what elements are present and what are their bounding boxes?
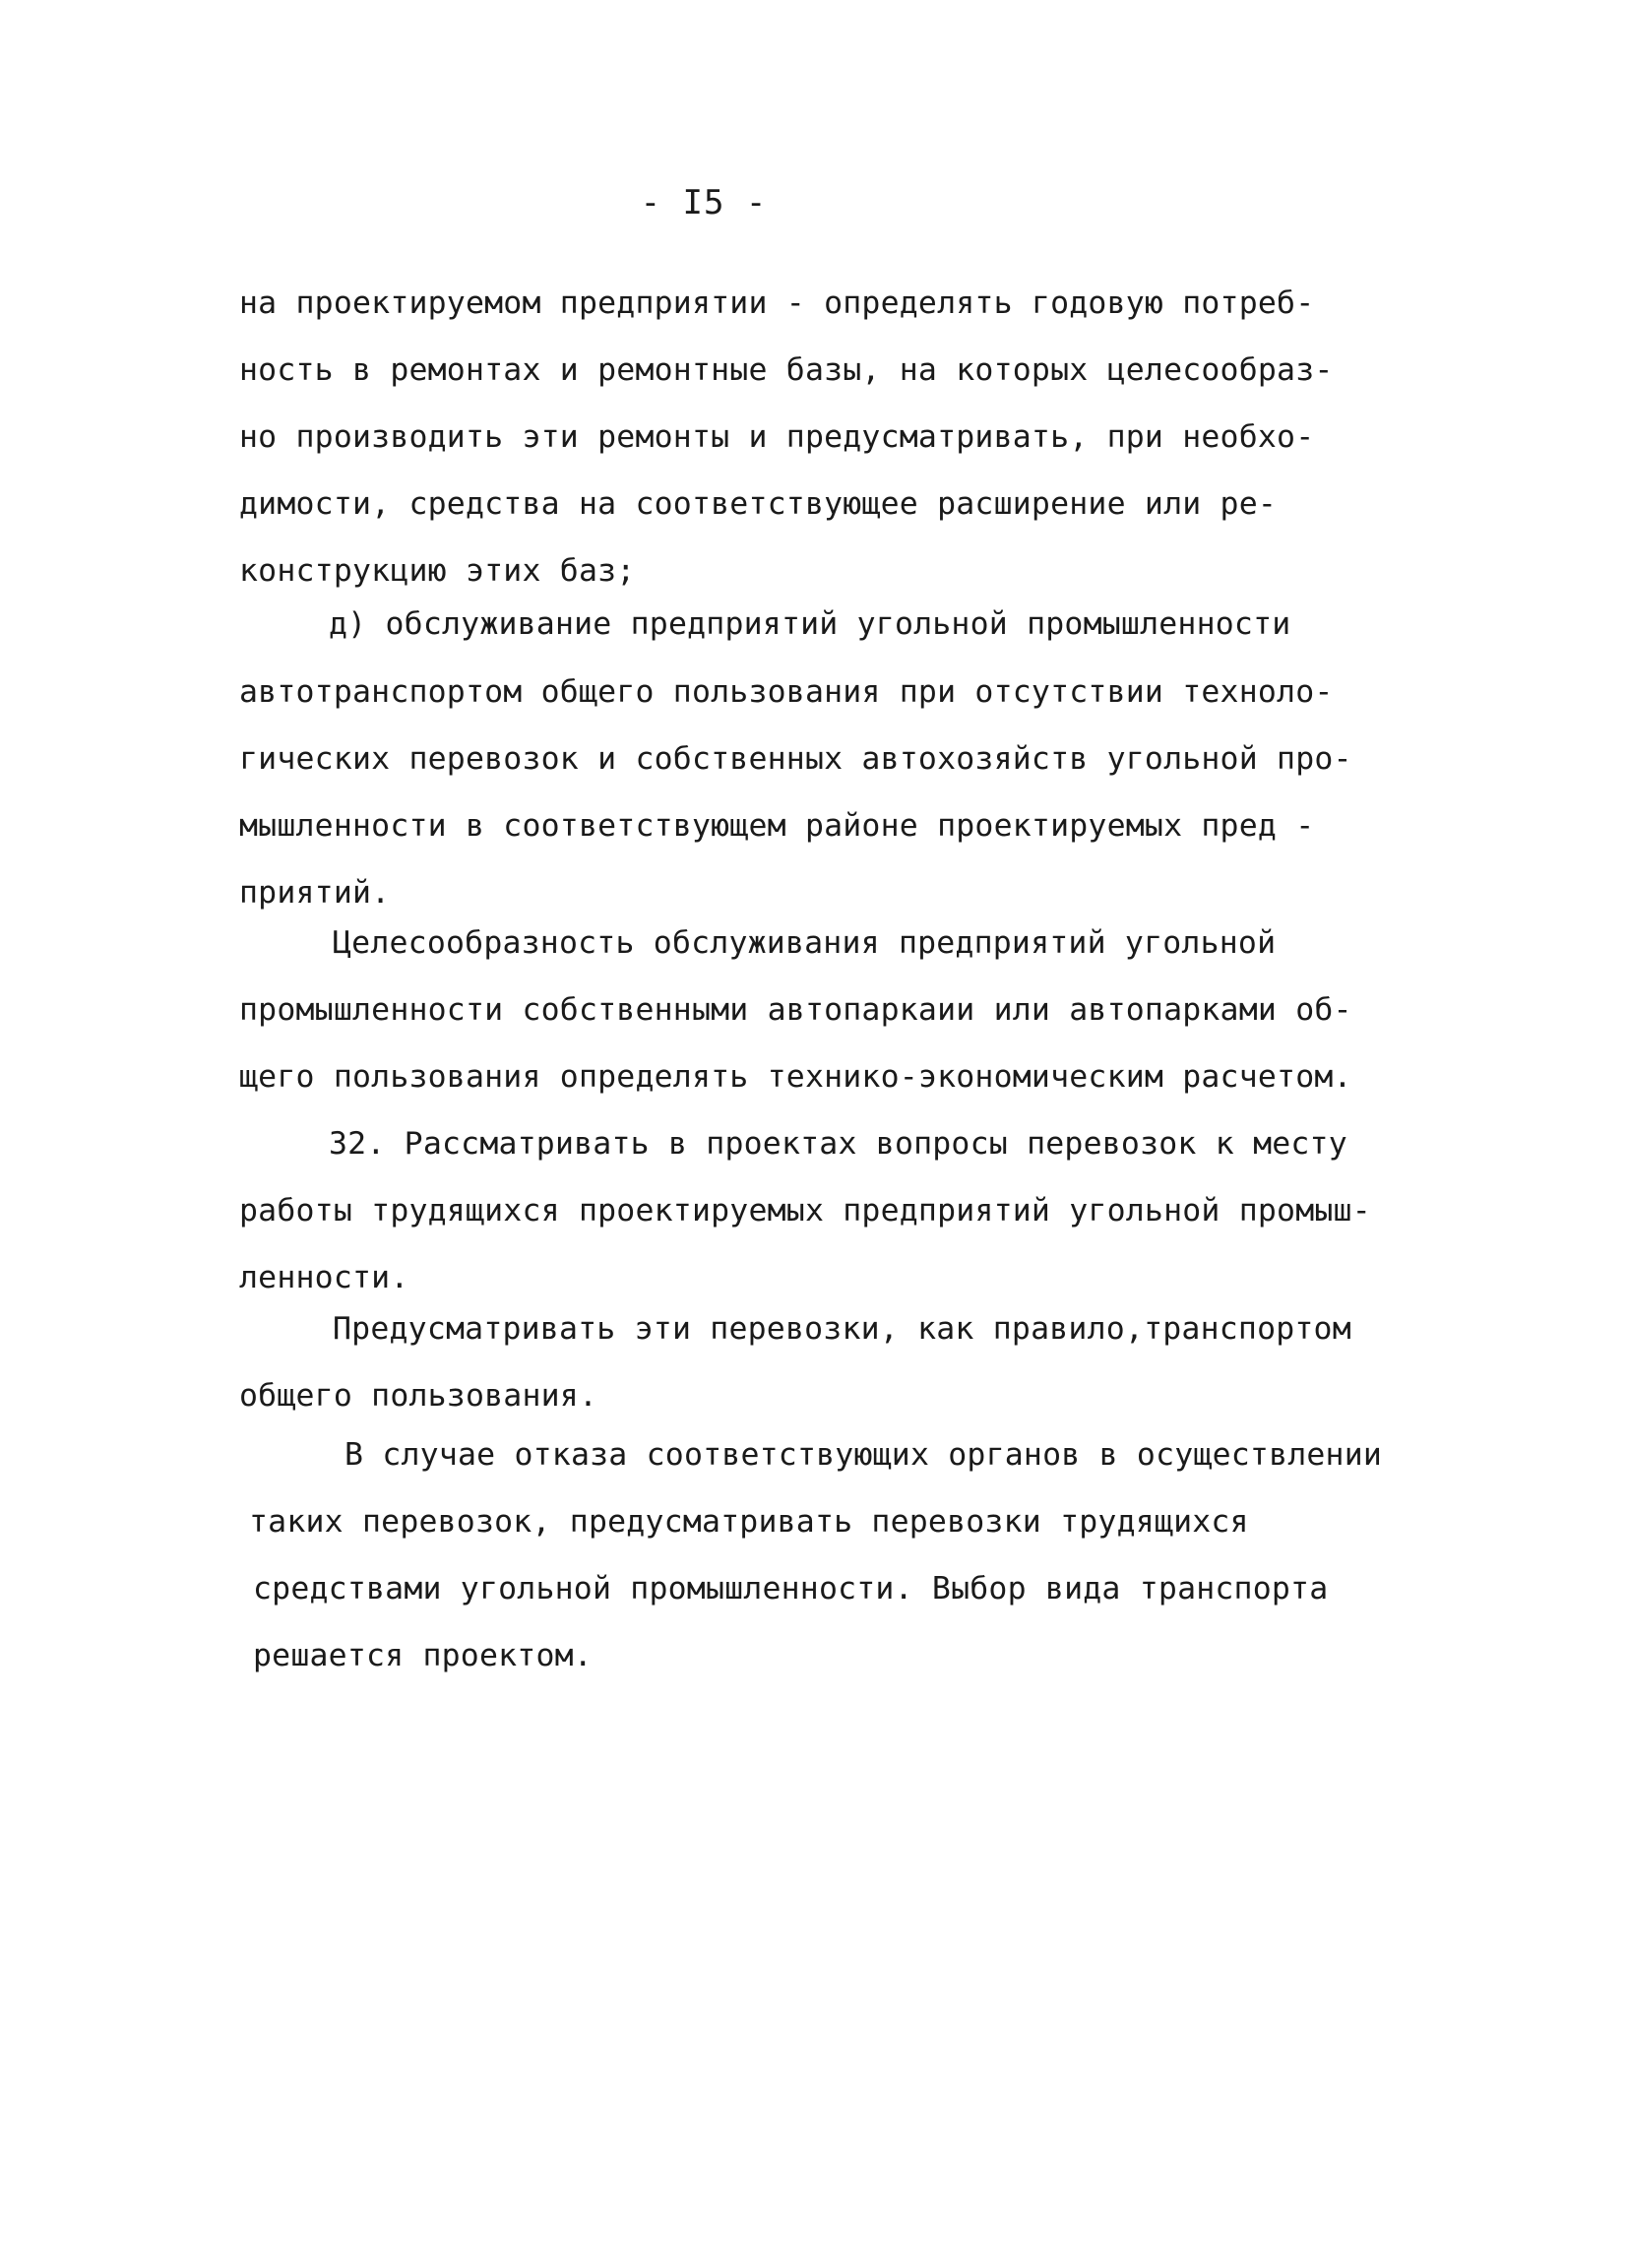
text-line: приятий. (239, 875, 391, 911)
text-line: мышленности в соответствующем районе проектируемых пред - (239, 808, 1315, 844)
text-line: д) обслуживание предприятий угольной промышленности (329, 606, 1291, 642)
text-line: на проектируемом предприятии - определять годовую потреб- (239, 285, 1315, 321)
text-line: общего пользования. (239, 1378, 598, 1414)
text-line: таких перевозок, предусматривать перевозки трудящихся (249, 1504, 1249, 1540)
text-line: работы трудящихся проектируемых предприятий угольной промыш- (239, 1193, 1371, 1228)
text-line: щего пользования определять технико-экономическим расчетом. (239, 1059, 1352, 1095)
text-line: средствами угольной промышленности. Выбор вида транспорта (253, 1571, 1329, 1606)
text-line: 32. Рассматривать в проектах вопросы перевозок к месту (329, 1126, 1347, 1162)
text-line: ленности. (239, 1260, 409, 1295)
text-line: промышленности собственными автопаркаии или автопарками об- (239, 992, 1352, 1028)
text-line: ность в ремонтах и ремонтные базы, на которых целесообраз- (239, 352, 1334, 388)
text-line: Целесообразность обслуживания предприятий угольной (333, 925, 1277, 961)
text-line: автотранспортом общего пользования при отсутствии техноло- (239, 674, 1334, 710)
text-line: димости, средства на соответствующее расширение или ре- (239, 486, 1278, 522)
page-number: - I5 - (640, 183, 768, 222)
text-line: решается проектом. (253, 1638, 593, 1673)
text-line: В случае отказа соответствующих органов в осуществлении (344, 1437, 1383, 1473)
text-line: но производить эти ремонты и предусматривать, при необхо- (239, 419, 1315, 455)
text-line: гических перевозок и собственных автохозяйств угольной про- (239, 741, 1352, 777)
text-line: Предусматривать эти перевозки, как правило,транспортом (333, 1311, 1351, 1347)
text-line: конструкцию этих баз; (239, 553, 636, 589)
